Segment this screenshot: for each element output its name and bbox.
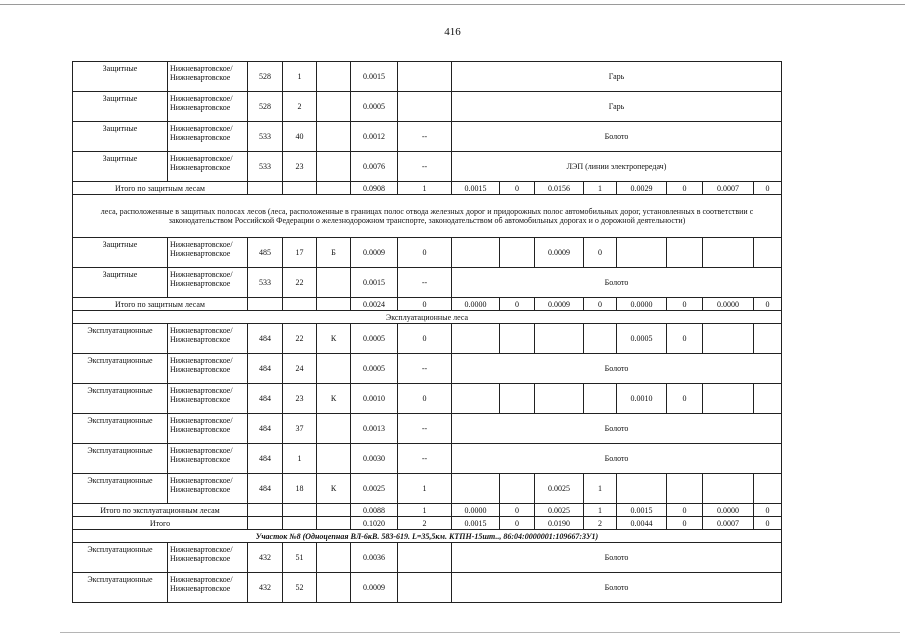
quarter-cell: 432 (248, 573, 283, 603)
mark-cell (317, 444, 351, 474)
value-cell (452, 238, 500, 268)
value-cell: -- (398, 122, 452, 152)
value-cell: 0 (398, 298, 452, 311)
plot-cell: 22 (283, 268, 317, 298)
total-label: Итого по эксплуатационным лесам (73, 504, 248, 517)
category-cell: Защитные (73, 238, 168, 268)
value-cell: 0 (754, 298, 782, 311)
district-line: Нижневартовское (170, 73, 231, 82)
value-cell: 0 (584, 238, 617, 268)
plot-cell: 23 (283, 384, 317, 414)
quarter-cell: 533 (248, 152, 283, 182)
table-row (73, 238, 782, 268)
plot-cell: 37 (283, 414, 317, 444)
district-line: Нижневартовское (170, 335, 231, 344)
category-cell: Защитные (73, 92, 168, 122)
scan-edge-bottom (60, 632, 900, 633)
value-cell: 0 (500, 182, 535, 195)
value-cell: 0 (667, 324, 703, 354)
category-cell: Эксплуатационные (73, 543, 168, 573)
land-type-cell: Болото (452, 543, 782, 573)
total-row (73, 504, 782, 517)
plot-cell: 22 (283, 324, 317, 354)
area-cell: 0.0908 (351, 182, 398, 195)
total-row (73, 298, 782, 311)
forestry-line: Нижневартовское/ (170, 416, 233, 425)
forestry-line: Нижневартовское/ (170, 386, 233, 395)
table-row (73, 414, 782, 444)
value-cell: -- (398, 444, 452, 474)
total-label: Итого по защитным лесам (73, 182, 248, 195)
empty-cell (317, 182, 351, 195)
table-row (73, 543, 782, 573)
table-row (73, 152, 782, 182)
location-cell (168, 62, 248, 92)
value-cell (703, 474, 754, 504)
plot-cell: 24 (283, 354, 317, 384)
value-cell: 1 (584, 182, 617, 195)
total-label: Итого по защитным лесам (73, 298, 248, 311)
value-cell: 0 (398, 238, 452, 268)
area-cell: 0.0009 (351, 573, 398, 603)
value-cell: -- (398, 268, 452, 298)
area-cell: 0.0005 (351, 92, 398, 122)
value-cell: 0 (584, 298, 617, 311)
district-line: Нижневартовское (170, 163, 231, 172)
area-cell: 0.0010 (351, 384, 398, 414)
forestry-line: Нижневартовское/ (170, 356, 233, 365)
value-cell (535, 324, 584, 354)
value-cell: 0.0000 (703, 504, 754, 517)
location-cell (168, 354, 248, 384)
district-line: Нижневартовское (170, 103, 231, 112)
value-cell (452, 384, 500, 414)
plot-cell: 40 (283, 122, 317, 152)
table-row (73, 268, 782, 298)
value-cell: 0.0015 (617, 504, 667, 517)
district-line: Нижневартовское (170, 133, 231, 142)
value-cell: 1 (398, 474, 452, 504)
value-cell (398, 573, 452, 603)
value-cell: 0.0015 (452, 182, 500, 195)
value-cell (754, 474, 782, 504)
mark-cell (317, 414, 351, 444)
mark-cell (317, 354, 351, 384)
section-header: Эксплуатационные леса (73, 311, 782, 324)
value-cell: 2 (398, 517, 452, 530)
value-cell: 0 (398, 384, 452, 414)
value-cell: 1 (398, 182, 452, 195)
value-cell (500, 324, 535, 354)
value-cell (500, 474, 535, 504)
district-line: Нижневартовское (170, 395, 231, 404)
quarter-cell: 484 (248, 444, 283, 474)
forestry-line: Нижневартовское/ (170, 446, 233, 455)
district-line: Нижневартовское (170, 249, 231, 258)
value-cell: 0.0009 (535, 298, 584, 311)
location-cell (168, 414, 248, 444)
value-cell: 0.0000 (703, 298, 754, 311)
empty-cell (248, 298, 283, 311)
value-cell (754, 238, 782, 268)
plot-cell: 18 (283, 474, 317, 504)
area-cell: 0.0015 (351, 268, 398, 298)
value-cell: -- (398, 152, 452, 182)
value-cell (617, 238, 667, 268)
forestry-line: Нижневартовское/ (170, 575, 233, 584)
table-row (73, 354, 782, 384)
value-cell (754, 324, 782, 354)
section-header-row (73, 311, 782, 324)
land-type-cell: Болото (452, 414, 782, 444)
plot-cell: 17 (283, 238, 317, 268)
value-cell: 1 (398, 504, 452, 517)
value-cell: 0.0000 (452, 504, 500, 517)
empty-cell (283, 517, 317, 530)
quarter-cell: 484 (248, 354, 283, 384)
land-type-cell: Болото (452, 122, 782, 152)
category-cell: Эксплуатационные (73, 414, 168, 444)
area-cell: 0.0076 (351, 152, 398, 182)
table-body (73, 62, 782, 603)
empty-cell (317, 517, 351, 530)
mark-cell: Б (317, 238, 351, 268)
area-cell: 0.0005 (351, 324, 398, 354)
district-line: Нижневартовское (170, 554, 231, 563)
forestry-line: Нижневартовское/ (170, 94, 233, 103)
table-row (73, 62, 782, 92)
total-row (73, 517, 782, 530)
value-cell: 0.0025 (535, 504, 584, 517)
quarter-cell: 484 (248, 384, 283, 414)
value-cell: 0 (667, 517, 703, 530)
value-cell (584, 324, 617, 354)
location-cell (168, 268, 248, 298)
plot-cell: 52 (283, 573, 317, 603)
mark-cell (317, 152, 351, 182)
page-number: 416 (444, 26, 461, 38)
value-cell: 0 (667, 384, 703, 414)
area-cell: 0.0009 (351, 238, 398, 268)
table-row (73, 92, 782, 122)
value-cell: 0.0015 (452, 517, 500, 530)
quarter-cell: 533 (248, 122, 283, 152)
area-cell: 0.1020 (351, 517, 398, 530)
value-cell (754, 384, 782, 414)
forestry-line: Нижневартовское/ (170, 476, 233, 485)
empty-cell (283, 504, 317, 517)
note-row (73, 195, 782, 238)
value-cell (500, 384, 535, 414)
plot-cell: 23 (283, 152, 317, 182)
forestry-line: Нижневартовское/ (170, 270, 233, 279)
category-cell: Эксплуатационные (73, 354, 168, 384)
district-line: Нижневартовское (170, 425, 231, 434)
value-cell: 0.0009 (535, 238, 584, 268)
empty-cell (283, 182, 317, 195)
forest-area-table (72, 61, 782, 603)
total-row (73, 182, 782, 195)
location-cell (168, 444, 248, 474)
land-type-cell: Гарь (452, 62, 782, 92)
value-cell: 0 (667, 298, 703, 311)
mark-cell: К (317, 474, 351, 504)
category-cell: Защитные (73, 62, 168, 92)
land-type-cell: ЛЭП (линии электропередач) (452, 152, 782, 182)
value-cell (398, 543, 452, 573)
area-cell: 0.0030 (351, 444, 398, 474)
empty-cell (283, 298, 317, 311)
value-cell: 2 (584, 517, 617, 530)
mark-cell (317, 573, 351, 603)
value-cell: -- (398, 414, 452, 444)
mark-cell: К (317, 324, 351, 354)
value-cell: 0.0025 (535, 474, 584, 504)
value-cell: 0 (500, 517, 535, 530)
area-cell: 0.0013 (351, 414, 398, 444)
plot-section-row (73, 530, 782, 543)
value-cell: -- (398, 354, 452, 384)
value-cell: 0.0007 (703, 182, 754, 195)
category-cell: Эксплуатационные (73, 474, 168, 504)
area-cell: 0.0036 (351, 543, 398, 573)
quarter-cell: 485 (248, 238, 283, 268)
area-cell: 0.0005 (351, 354, 398, 384)
table-row (73, 444, 782, 474)
location-cell (168, 384, 248, 414)
empty-cell (248, 517, 283, 530)
location-cell (168, 543, 248, 573)
value-cell (452, 474, 500, 504)
area-cell: 0.0025 (351, 474, 398, 504)
location-cell (168, 238, 248, 268)
quarter-cell: 484 (248, 414, 283, 444)
mark-cell: К (317, 384, 351, 414)
category-cell: Защитные (73, 268, 168, 298)
quarter-cell: 528 (248, 62, 283, 92)
value-cell: 0 (754, 517, 782, 530)
mark-cell (317, 543, 351, 573)
area-cell: 0.0088 (351, 504, 398, 517)
value-cell: 0.0007 (703, 517, 754, 530)
value-cell (584, 384, 617, 414)
quarter-cell: 533 (248, 268, 283, 298)
value-cell: 0 (500, 298, 535, 311)
forestry-line: Нижневартовское/ (170, 154, 233, 163)
value-cell (398, 62, 452, 92)
land-type-cell: Болото (452, 444, 782, 474)
value-cell: 1 (584, 504, 617, 517)
table-row (73, 122, 782, 152)
forestry-line: Нижневартовское/ (170, 64, 233, 73)
value-cell (667, 238, 703, 268)
value-cell: 0.0156 (535, 182, 584, 195)
value-cell (703, 324, 754, 354)
value-cell (452, 324, 500, 354)
category-cell: Защитные (73, 122, 168, 152)
land-type-cell: Болото (452, 573, 782, 603)
empty-cell (248, 504, 283, 517)
forestry-line: Нижневартовское/ (170, 124, 233, 133)
value-cell: 0 (398, 324, 452, 354)
location-cell (168, 152, 248, 182)
mark-cell (317, 92, 351, 122)
location-cell (168, 92, 248, 122)
plot-cell: 2 (283, 92, 317, 122)
value-cell (398, 92, 452, 122)
plot-section-title: Участок №8 (Одноцепная ВЛ-6кВ. 583-619. L=35,5км. КТПН-15шт.., 86:04:0000001:109667:ЗУ1) (73, 530, 782, 543)
value-cell: 0.0190 (535, 517, 584, 530)
value-cell (500, 238, 535, 268)
land-type-cell: Гарь (452, 92, 782, 122)
value-cell (667, 474, 703, 504)
value-cell: 0 (754, 182, 782, 195)
category-cell: Эксплуатационные (73, 573, 168, 603)
mark-cell (317, 268, 351, 298)
location-cell (168, 324, 248, 354)
district-line: Нижневартовское (170, 584, 231, 593)
value-cell: 1 (584, 474, 617, 504)
total-label: Итого (73, 517, 248, 530)
plot-cell: 1 (283, 62, 317, 92)
forestry-line: Нижневартовское/ (170, 326, 233, 335)
district-line: Нижневартовское (170, 485, 231, 494)
value-cell (535, 384, 584, 414)
value-cell: 0 (667, 182, 703, 195)
district-line: Нижневартовское (170, 279, 231, 288)
quarter-cell: 484 (248, 324, 283, 354)
value-cell (703, 238, 754, 268)
location-cell (168, 122, 248, 152)
value-cell: 0.0010 (617, 384, 667, 414)
district-line: Нижневартовское (170, 365, 231, 374)
value-cell (703, 384, 754, 414)
empty-cell (248, 182, 283, 195)
value-cell: 0.0044 (617, 517, 667, 530)
value-cell: 0.0029 (617, 182, 667, 195)
table-row (73, 324, 782, 354)
value-cell: 0 (500, 504, 535, 517)
quarter-cell: 528 (248, 92, 283, 122)
quarter-cell: 484 (248, 474, 283, 504)
location-cell (168, 474, 248, 504)
value-cell: 0 (667, 504, 703, 517)
mark-cell (317, 122, 351, 152)
scan-edge-top (0, 4, 905, 5)
protective-strip-note: леса, расположенные в защитных полосах лесов (леса, расположенные в границах полос отвода железных дорог и придорожных полос автомобильных дорог, установленных в соответствии с законодательством Российской Федерации о железнодорожном транспорте, законодательством об автомобильных дорогах и о дорожной деятельности) (73, 195, 782, 238)
category-cell: Эксплуатационные (73, 444, 168, 474)
quarter-cell: 432 (248, 543, 283, 573)
forestry-line: Нижневартовское/ (170, 545, 233, 554)
location-cell (168, 573, 248, 603)
area-cell: 0.0012 (351, 122, 398, 152)
value-cell: 0.0000 (617, 298, 667, 311)
category-cell: Эксплуатационные (73, 384, 168, 414)
value-cell (617, 474, 667, 504)
category-cell: Защитные (73, 152, 168, 182)
empty-cell (317, 504, 351, 517)
table-row (73, 384, 782, 414)
plot-cell: 51 (283, 543, 317, 573)
value-cell: 0.0000 (452, 298, 500, 311)
forestry-line: Нижневартовское/ (170, 240, 233, 249)
table-row (73, 474, 782, 504)
table-row (73, 573, 782, 603)
area-cell: 0.0015 (351, 62, 398, 92)
mark-cell (317, 62, 351, 92)
area-cell: 0.0024 (351, 298, 398, 311)
value-cell: 0 (754, 504, 782, 517)
value-cell: 0.0005 (617, 324, 667, 354)
plot-cell: 1 (283, 444, 317, 474)
land-type-cell: Болото (452, 268, 782, 298)
empty-cell (317, 298, 351, 311)
land-type-cell: Болото (452, 354, 782, 384)
district-line: Нижневартовское (170, 455, 231, 464)
category-cell: Эксплуатационные (73, 324, 168, 354)
